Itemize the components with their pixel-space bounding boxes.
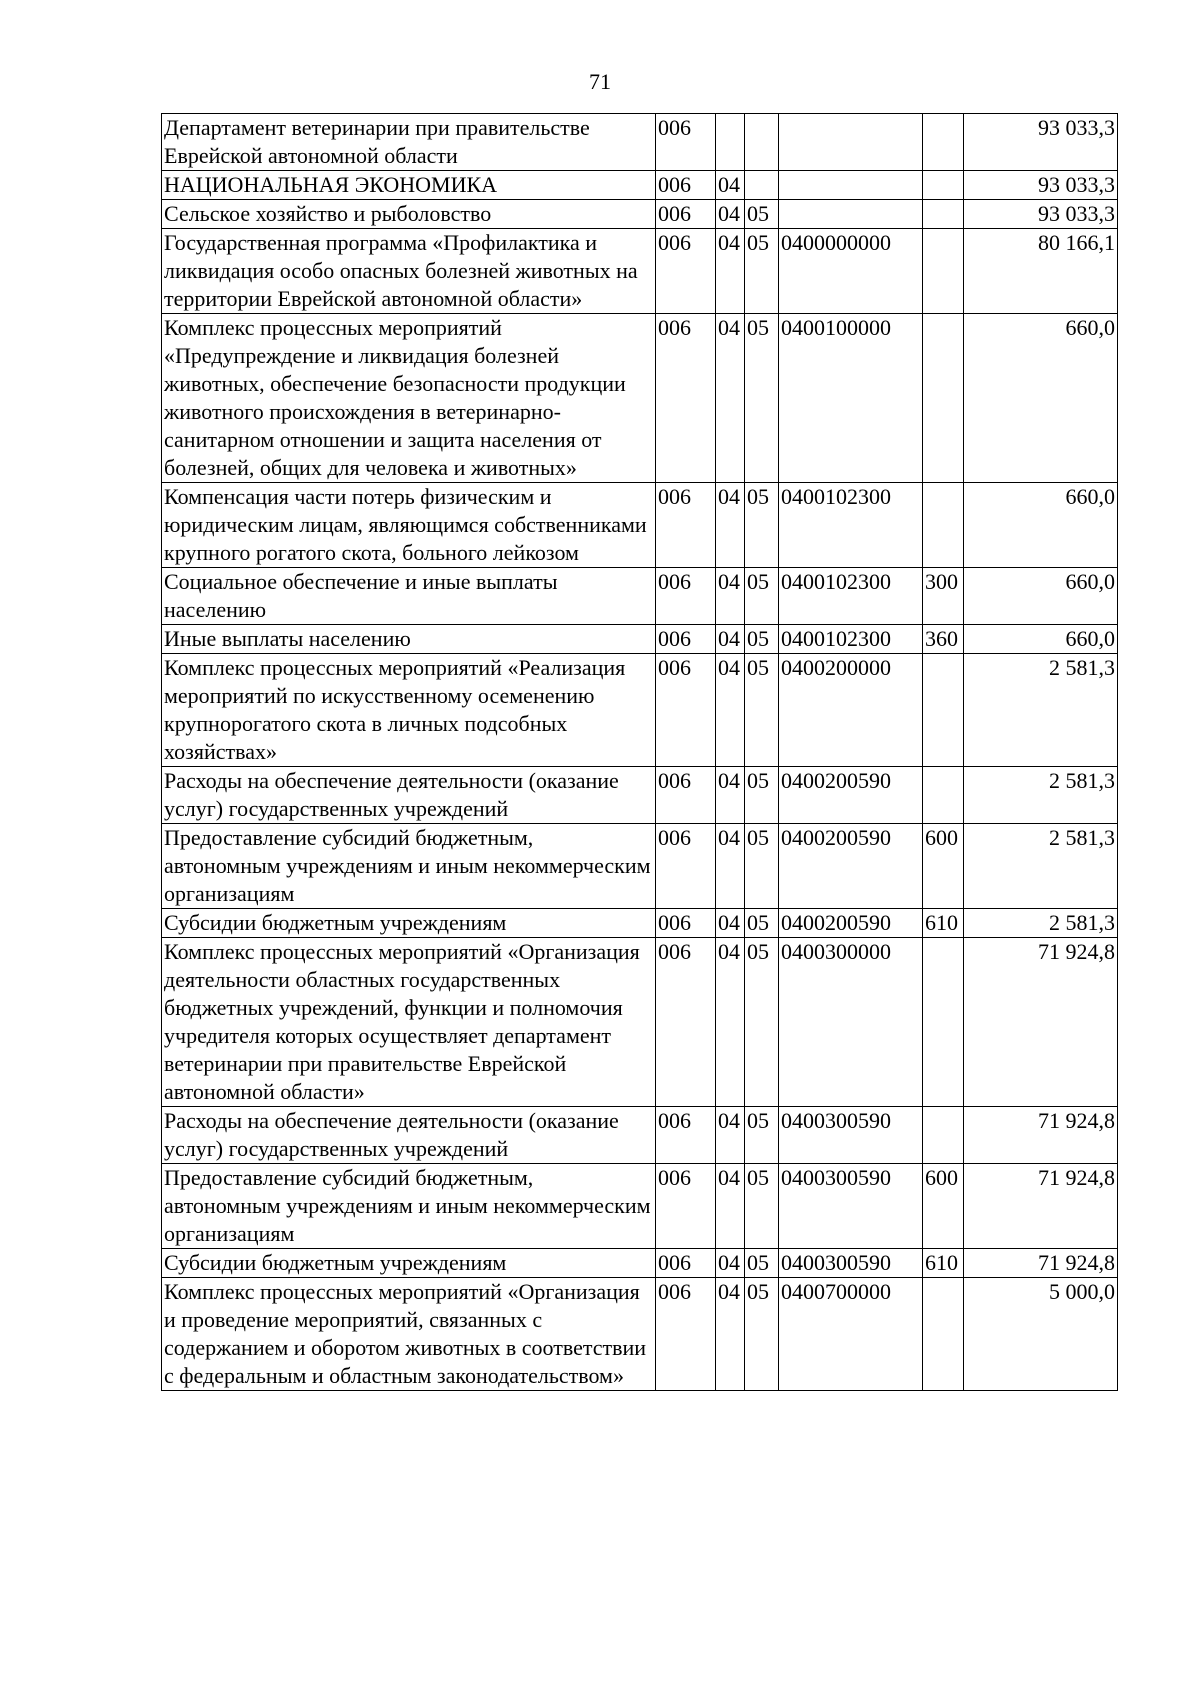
expense-type-code-cell	[923, 314, 964, 483]
expense-type-code-cell	[923, 114, 964, 171]
expense-type-code-cell	[923, 1278, 964, 1391]
expense-type-code-cell	[923, 171, 964, 200]
department-code-cell: 006	[656, 654, 716, 767]
budget-table-body	[162, 114, 1118, 1391]
section-code-cell: 04	[716, 824, 745, 909]
table-row	[162, 171, 1118, 200]
item-name-cell: Субсидии бюджетным учреждениям	[162, 909, 656, 938]
section-code-cell: 04	[716, 568, 745, 625]
target-article-code-cell: 0400200590	[779, 909, 923, 938]
subsection-code-cell: 05	[745, 568, 779, 625]
expense-type-code-cell	[923, 654, 964, 767]
subsection-code-cell: 05	[745, 938, 779, 1107]
table-row	[162, 229, 1118, 314]
expense-type-code-cell	[923, 1107, 964, 1164]
amount-cell: 71 924,8	[964, 1164, 1118, 1249]
department-code-cell: 006	[656, 767, 716, 824]
section-code-cell: 04	[716, 314, 745, 483]
subsection-code-cell	[745, 171, 779, 200]
table-row	[162, 824, 1118, 909]
amount-cell: 2 581,3	[964, 654, 1118, 767]
department-code-cell: 006	[656, 114, 716, 171]
section-code-cell: 04	[716, 938, 745, 1107]
table-row	[162, 200, 1118, 229]
department-code-cell: 006	[656, 1249, 716, 1278]
target-article-code-cell: 0400102300	[779, 625, 923, 654]
target-article-code-cell: 0400300590	[779, 1164, 923, 1249]
section-code-cell: 04	[716, 171, 745, 200]
department-code-cell: 006	[656, 909, 716, 938]
expense-type-code-cell	[923, 200, 964, 229]
amount-cell: 5 000,0	[964, 1278, 1118, 1391]
subsection-code-cell: 05	[745, 654, 779, 767]
subsection-code-cell: 05	[745, 824, 779, 909]
amount-cell: 2 581,3	[964, 824, 1118, 909]
item-name-cell: Департамент ветеринарии при правительстве Еврейской автономной области	[162, 114, 656, 171]
amount-cell: 2 581,3	[964, 909, 1118, 938]
target-article-code-cell	[779, 114, 923, 171]
table-row	[162, 938, 1118, 1107]
subsection-code-cell: 05	[745, 909, 779, 938]
amount-cell: 2 581,3	[964, 767, 1118, 824]
department-code-cell: 006	[656, 568, 716, 625]
table-row	[162, 625, 1118, 654]
subsection-code-cell: 05	[745, 1164, 779, 1249]
item-name-cell: Предоставление субсидий бюджетным, автономным учреждениям и иным некоммерческим организациям	[162, 824, 656, 909]
section-code-cell: 04	[716, 1249, 745, 1278]
section-code-cell: 04	[716, 909, 745, 938]
section-code-cell: 04	[716, 767, 745, 824]
amount-cell: 80 166,1	[964, 229, 1118, 314]
section-code-cell: 04	[716, 483, 745, 568]
amount-cell: 71 924,8	[964, 1249, 1118, 1278]
amount-cell: 93 033,3	[964, 200, 1118, 229]
table-row	[162, 767, 1118, 824]
expense-type-code-cell: 600	[923, 1164, 964, 1249]
subsection-code-cell: 05	[745, 1278, 779, 1391]
section-code-cell: 04	[716, 1164, 745, 1249]
department-code-cell: 006	[656, 824, 716, 909]
subsection-code-cell: 05	[745, 1107, 779, 1164]
target-article-code-cell	[779, 171, 923, 200]
target-article-code-cell: 0400300590	[779, 1249, 923, 1278]
amount-cell: 71 924,8	[964, 1107, 1118, 1164]
section-code-cell: 04	[716, 654, 745, 767]
department-code-cell: 006	[656, 938, 716, 1107]
expense-type-code-cell	[923, 767, 964, 824]
subsection-code-cell: 05	[745, 229, 779, 314]
item-name-cell: НАЦИОНАЛЬНАЯ ЭКОНОМИКА	[162, 171, 656, 200]
amount-cell: 93 033,3	[964, 114, 1118, 171]
table-row	[162, 114, 1118, 171]
expense-type-code-cell: 600	[923, 824, 964, 909]
expense-type-code-cell	[923, 483, 964, 568]
expense-type-code-cell: 360	[923, 625, 964, 654]
budget-table	[161, 113, 1118, 1391]
subsection-code-cell: 05	[745, 625, 779, 654]
expense-type-code-cell: 300	[923, 568, 964, 625]
section-code-cell: 04	[716, 1278, 745, 1391]
department-code-cell: 006	[656, 625, 716, 654]
target-article-code-cell: 0400102300	[779, 568, 923, 625]
table-row	[162, 1107, 1118, 1164]
target-article-code-cell: 0400100000	[779, 314, 923, 483]
section-code-cell: 04	[716, 200, 745, 229]
expense-type-code-cell	[923, 938, 964, 1107]
department-code-cell: 006	[656, 1107, 716, 1164]
item-name-cell: Государственная программа «Профилактика и ликвидация особо опасных болезней животных на территории Еврейской автономной области»	[162, 229, 656, 314]
expense-type-code-cell: 610	[923, 1249, 964, 1278]
amount-cell: 93 033,3	[964, 171, 1118, 200]
amount-cell: 71 924,8	[964, 938, 1118, 1107]
subsection-code-cell: 05	[745, 483, 779, 568]
item-name-cell: Иные выплаты населению	[162, 625, 656, 654]
amount-cell: 660,0	[964, 625, 1118, 654]
item-name-cell: Предоставление субсидий бюджетным, автономным учреждениям и иным некоммерческим организациям	[162, 1164, 656, 1249]
item-name-cell: Компенсация части потерь физическим и юридическим лицам, являющимся собственниками крупного рогатого скота, больного лейкозом	[162, 483, 656, 568]
department-code-cell: 006	[656, 314, 716, 483]
item-name-cell: Комплекс процессных мероприятий «Предупреждение и ликвидация болезней животных, обеспечение безопасности продукции животного происхождения в ветеринарно-санитарном отношении и защита населения от болезней, общих для человека и животных»	[162, 314, 656, 483]
subsection-code-cell: 05	[745, 314, 779, 483]
target-article-code-cell: 0400200590	[779, 767, 923, 824]
item-name-cell: Социальное обеспечение и иные выплаты населению	[162, 568, 656, 625]
subsection-code-cell: 05	[745, 200, 779, 229]
target-article-code-cell: 0400300590	[779, 1107, 923, 1164]
section-code-cell	[716, 114, 745, 171]
section-code-cell: 04	[716, 625, 745, 654]
department-code-cell: 006	[656, 1164, 716, 1249]
target-article-code-cell: 0400300000	[779, 938, 923, 1107]
expense-type-code-cell	[923, 229, 964, 314]
item-name-cell: Расходы на обеспечение деятельности (оказание услуг) государственных учреждений	[162, 767, 656, 824]
page-number: 71	[589, 69, 611, 94]
target-article-code-cell: 0400200000	[779, 654, 923, 767]
department-code-cell: 006	[656, 1278, 716, 1391]
table-row	[162, 1278, 1118, 1391]
item-name-cell: Комплекс процессных мероприятий «Реализация мероприятий по искусственному осеменению крупнорогатого скота в личных подсобных хозяйствах»	[162, 654, 656, 767]
item-name-cell: Расходы на обеспечение деятельности (оказание услуг) государственных учреждений	[162, 1107, 656, 1164]
target-article-code-cell: 0400000000	[779, 229, 923, 314]
item-name-cell: Комплекс процессных мероприятий «Организация и проведение мероприятий, связанных с содержанием и оборотом животных в соответствии с федеральным и областным законодательством»	[162, 1278, 656, 1391]
table-row	[162, 654, 1118, 767]
target-article-code-cell	[779, 200, 923, 229]
amount-cell: 660,0	[964, 483, 1118, 568]
subsection-code-cell: 05	[745, 1249, 779, 1278]
table-row	[162, 1164, 1118, 1249]
table-row	[162, 1249, 1118, 1278]
table-row	[162, 909, 1118, 938]
department-code-cell: 006	[656, 483, 716, 568]
subsection-code-cell	[745, 114, 779, 171]
item-name-cell: Субсидии бюджетным учреждениям	[162, 1249, 656, 1278]
target-article-code-cell: 0400700000	[779, 1278, 923, 1391]
target-article-code-cell: 0400102300	[779, 483, 923, 568]
target-article-code-cell: 0400200590	[779, 824, 923, 909]
amount-cell: 660,0	[964, 314, 1118, 483]
subsection-code-cell: 05	[745, 767, 779, 824]
item-name-cell: Комплекс процессных мероприятий «Организация деятельности областных государственных бюджетных учреждений, функции и полномочия учредителя которых осуществляет департамент ветеринарии при правительстве Еврейской автономной области»	[162, 938, 656, 1107]
item-name-cell: Сельское хозяйство и рыболовство	[162, 200, 656, 229]
table-row	[162, 568, 1118, 625]
table-row	[162, 483, 1118, 568]
department-code-cell: 006	[656, 200, 716, 229]
expense-type-code-cell: 610	[923, 909, 964, 938]
section-code-cell: 04	[716, 229, 745, 314]
amount-cell: 660,0	[964, 568, 1118, 625]
table-row	[162, 314, 1118, 483]
section-code-cell: 04	[716, 1107, 745, 1164]
department-code-cell: 006	[656, 171, 716, 200]
department-code-cell: 006	[656, 229, 716, 314]
